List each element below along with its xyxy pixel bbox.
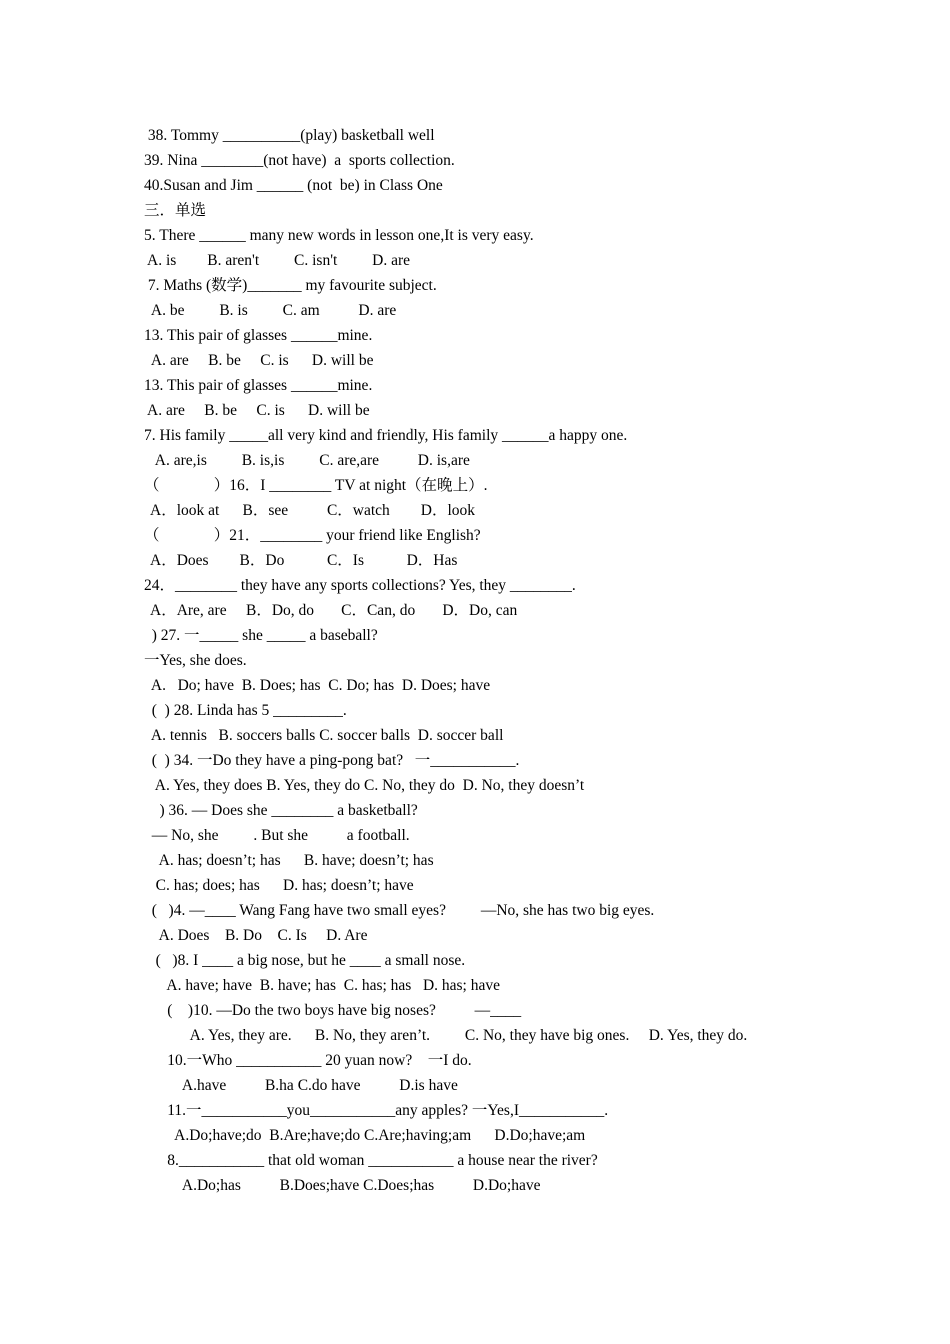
question-8-woman: 8.___________ that old woman ___________ a house near the river?	[144, 1152, 598, 1169]
question-4: ( )4. —____ Wang Fang have two small eyes? —No, she has two big eyes.	[144, 902, 655, 919]
question-21: （ ）21．________ your friend like English?	[144, 527, 481, 544]
options-8-woman: A.Do;has B.Does;have C.Does;has D.Do;have	[144, 1177, 541, 1194]
question-11: 11.一___________you___________any apples? 一Yes,I___________.	[144, 1102, 609, 1119]
options-5: A. is B. aren't C. isn't D. are	[144, 252, 411, 269]
question-5: 5. There ______ many new words in lesson one,It is very easy.	[144, 227, 534, 244]
options-10-noses: A. Yes, they are. B. No, they aren’t. C. No, they have big ones. D. Yes, they do.	[144, 1027, 748, 1044]
options-8-nose: A. have; have B. have; has C. has; has D. has; have	[144, 977, 500, 994]
options-27: A. Do; have B. Does; has C. Do; has D. Does; have	[144, 677, 491, 694]
options-13-repeat: A. are B. be C. is D. will be	[144, 402, 370, 419]
section-heading: 三．单选	[144, 202, 207, 219]
question-7: 7. Maths (数学)_______ my favourite subject.	[144, 277, 437, 294]
answer-36: — No, she . But she a football.	[144, 827, 410, 844]
options-11: A.Do;have;do B.Are;have;do C.Are;having;am D.Do;have;am	[144, 1127, 586, 1144]
options-34: A. Yes, they does B. Yes, they do C. No, they do D. No, they doesn’t	[144, 777, 585, 794]
question-34: ( ) 34. 一Do they have a ping-pong bat? 一___________.	[144, 752, 520, 769]
options-36-ab: A. has; doesn’t; has B. have; doesn’t; has	[144, 852, 434, 869]
question-38: 38. Tommy __________(play) basketball well	[144, 127, 435, 144]
options-13: A. are B. be C. is D. will be	[144, 352, 374, 369]
question-36: ) 36. — Does she ________ a basketball?	[144, 802, 418, 819]
options-7-family: A. are,is B. is,is C. are,are D. is,are	[144, 452, 470, 469]
question-24: 24．________ they have any sports collections? Yes, they ________.	[144, 577, 576, 594]
question-40: 40.Susan and Jim ______ (not be) in Class One	[144, 177, 443, 194]
options-28: A. tennis B. soccers balls C. soccer balls D. soccer ball	[144, 727, 504, 744]
options-7: A. be B. is C. am D. are	[144, 302, 397, 319]
options-4: A. Does B. Do C. Is D. Are	[144, 927, 368, 944]
question-8-nose: ( )8. I ____ a big nose, but he ____ a small nose.	[144, 952, 466, 969]
options-24: A．Are, are B．Do, do C．Can, do D．Do, can	[150, 602, 518, 619]
question-27: ) 27. 一_____ she _____ a baseball?	[144, 627, 378, 644]
options-36-cd: C. has; does; has D. has; doesn’t; have	[144, 877, 414, 894]
options-16: A．look at B．see C．watch D．look	[150, 502, 476, 519]
options-10-yuan: A.have B.ha C.do have D.is have	[144, 1077, 458, 1094]
question-39: 39. Nina ________(not have) a sports collection.	[144, 152, 455, 169]
question-28: ( ) 28. Linda has 5 _________.	[144, 702, 347, 719]
question-10-yuan: 10.一Who ___________ 20 yuan now? 一I do.	[144, 1052, 472, 1069]
question-16: （ ）16．I ________ TV at night（在晚上）.	[144, 477, 488, 494]
question-10-noses: ( )10. —Do the two boys have big noses? —____	[144, 1002, 522, 1019]
question-13-repeat: 13. This pair of glasses ______mine.	[144, 377, 373, 394]
question-7-family: 7. His family _____all very kind and friendly, His family ______a happy one.	[144, 427, 628, 444]
options-21: A．Does B．Do C．Is D．Has	[150, 552, 458, 569]
answer-27: 一Yes, she does.	[144, 652, 247, 669]
question-13: 13. This pair of glasses ______mine.	[144, 327, 373, 344]
